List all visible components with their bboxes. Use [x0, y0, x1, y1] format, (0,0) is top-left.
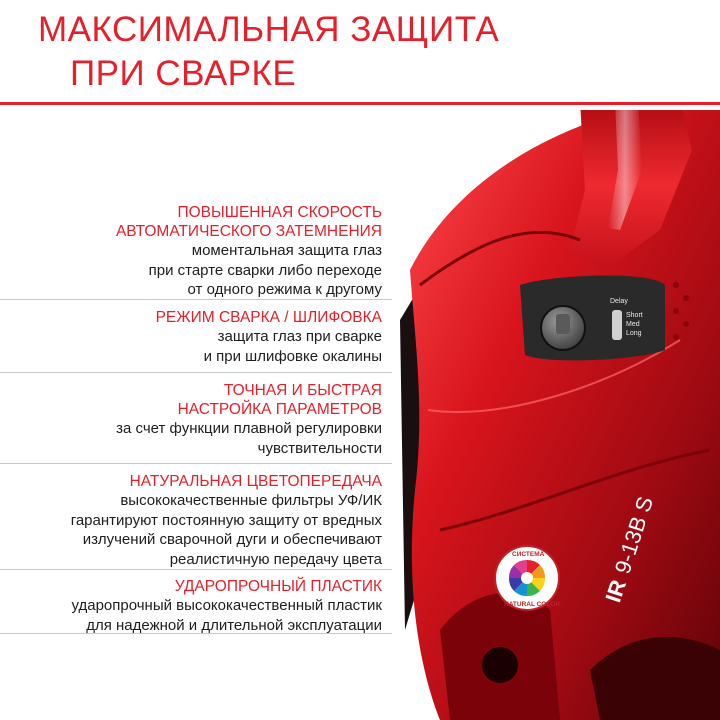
badge-top-text: СИСТЕМА [512, 551, 545, 558]
feature-title: ПОВЫШЕННАЯ СКОРОСТЬ АВТОМАТИЧЕСКОГО ЗАТЕМНЕНИЯ [115, 204, 382, 240]
title-line-2: ПРИ СВАРКЕ [70, 54, 297, 93]
page-title [0, 8, 720, 96]
feature-title: НАТУРАЛЬНАЯ ЦВЕТОПЕРЕДАЧА [129, 473, 382, 490]
delay-option-long: Long [626, 330, 642, 337]
model-number: 9-13B S [609, 493, 659, 577]
feature-item-natural-color [0, 464, 392, 570]
feature-item-precise-settings [0, 373, 392, 464]
welding-helmet-image [380, 110, 720, 720]
feature-title: УДАРОПРОЧНЫЙ ПЛАСТИК [174, 578, 382, 595]
title-line-1: МАКСИМАЛЬНАЯ ЗАЩИТА [38, 10, 500, 49]
control-panel [520, 276, 665, 361]
badge-bottom-text: NATURAL COLOR [504, 601, 561, 608]
color-wheel-icon [509, 560, 545, 596]
feature-item-darkening-speed [0, 196, 392, 300]
delay-label: Delay [610, 298, 628, 305]
natural-color-badge [495, 546, 560, 610]
feature-description: защита глаз при сварке и при шлифовке окалины [203, 328, 382, 365]
feature-item-impact-plastic [0, 570, 392, 634]
feature-item-weld-grind-mode [0, 300, 392, 373]
breathing-vent [482, 647, 518, 683]
feature-title: РЕЖИМ СВАРКА / ШЛИФОВКА [155, 309, 382, 326]
feature-description: ударопрочный высококачественный пластик для надежной и длительной эксплуатации [71, 597, 382, 634]
delay-option-med: Med [626, 321, 640, 328]
model-prefix: IR [600, 576, 631, 606]
feature-description: моментальная защита глаз при старте сварки либо переходе от одного режима к другому [148, 242, 382, 298]
features-list [0, 196, 392, 634]
feature-description: высококачественные фильтры УФ/ИК гарантируют постоянную защиту от вредных излучений сварочной дуги и обеспечивают реалистичную передачу цвета [70, 492, 382, 568]
title-divider [0, 102, 720, 105]
delay-option-short: Short [626, 312, 643, 319]
delay-switch[interactable] [612, 310, 622, 340]
feature-title: ТОЧНАЯ И БЫСТРАЯ НАСТРОЙКА ПАРАМЕТРОВ [177, 382, 382, 418]
feature-description: за счет функции плавной регулировки чувствительности [116, 420, 382, 457]
